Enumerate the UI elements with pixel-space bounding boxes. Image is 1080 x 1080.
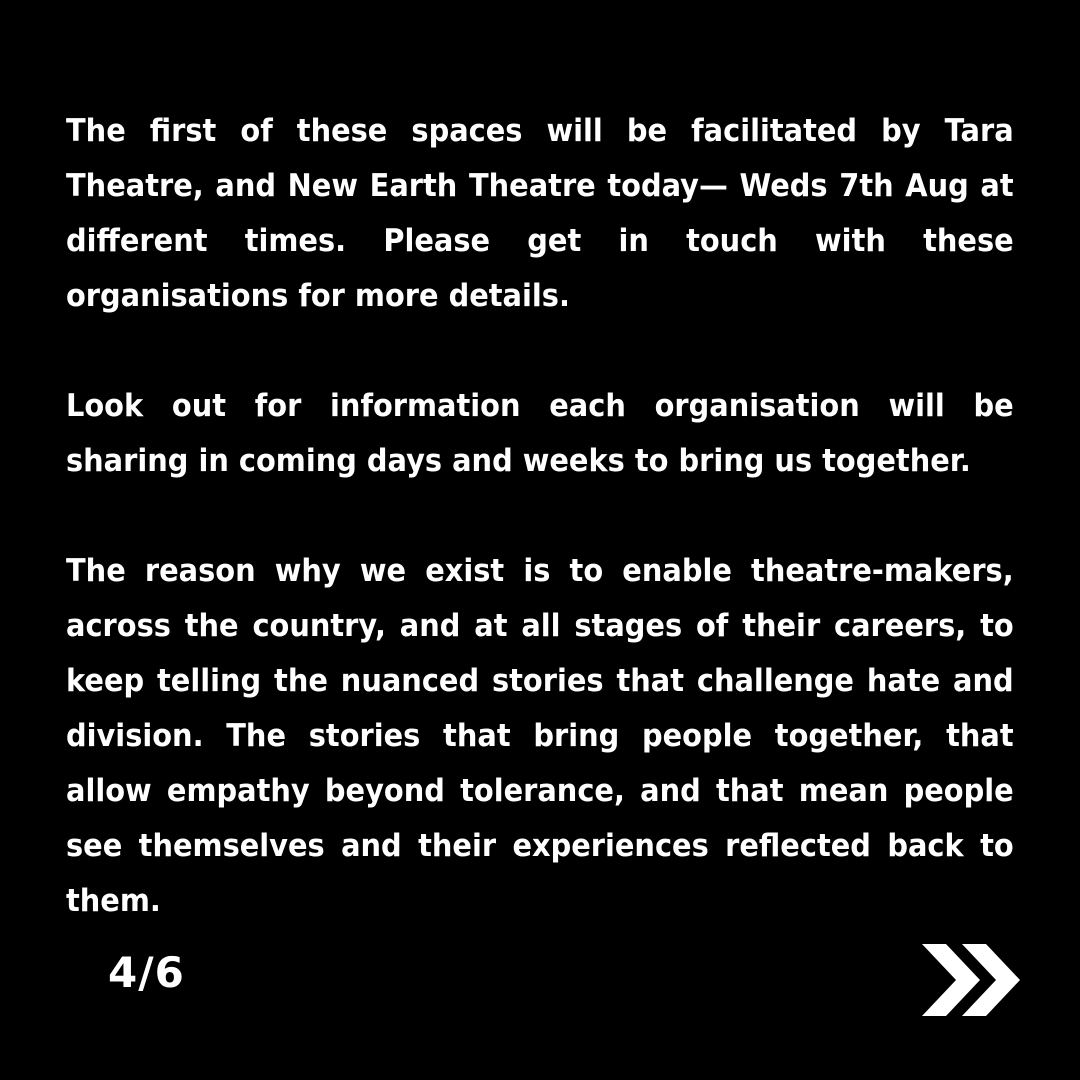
next-slide-button[interactable]	[916, 940, 1026, 1020]
paragraph-look-out: Look out for information each organisation will be sharing in coming days and weeks to bring us together.	[66, 388, 1014, 479]
double-chevron-right-icon	[916, 940, 1026, 1020]
paragraph-spacer	[66, 324, 1014, 379]
paragraph-facilitated-spaces: The first of these spaces will be facilitated by Tara Theatre, and New Earth Theatre today— Weds 7th Aug at different times. Please get in touch with these organisations for more details.	[66, 113, 1014, 314]
paragraph-spacer	[66, 489, 1014, 544]
page-counter: 4/6	[108, 948, 185, 997]
slide-body	[66, 104, 1014, 929]
paragraph-reason-we-exist: The reason why we exist is to enable theatre-makers, across the country, and at all stages of their careers, to keep telling the nuanced stories that challenge hate and division. The stories that bring people together, that allow empathy beyond tolerance, and that mean people see themselves and their experiences reflected back to them.	[66, 553, 1014, 919]
